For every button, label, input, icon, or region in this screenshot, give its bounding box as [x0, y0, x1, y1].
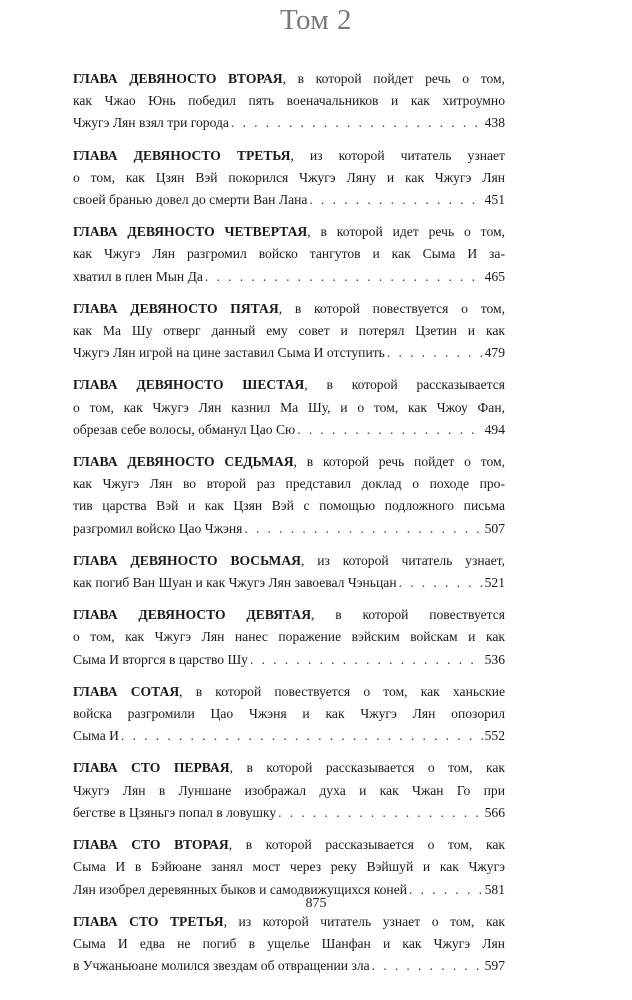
chapter-description-line: обрезав себе волосы, обманул Цао Сю [73, 421, 296, 437]
toc-entry[interactable] [73, 451, 505, 540]
chapter-heading: ГЛАВА ДЕВЯНОСТО ДЕВЯТАЯ [73, 607, 312, 623]
chapter-description-line: войска разгромили Цао Чжэня и как Чжугэ Лян опозорил [73, 706, 505, 722]
toc-entry-last-line [73, 802, 505, 824]
dot-leader [372, 955, 483, 977]
chapter-description: , из которой читатель узнает [290, 147, 505, 163]
chapter-description-line: Лян изобрел деревянных быков и самодвижущихся коней [73, 881, 408, 897]
toc-entry-first-line [73, 911, 505, 933]
chapter-heading: ГЛАВА СТО ВТОРАЯ [73, 837, 229, 853]
chapter-page-number: 438 [484, 115, 505, 131]
chapter-description-line: Чжугэ Лян игрой на цине заставил Сыма И отступить [73, 345, 385, 361]
chapter-description-line: разгромил войско Цао Чжэня [73, 520, 243, 536]
dot-leader [297, 419, 482, 441]
toc-entry-first-line [73, 834, 505, 856]
toc-entry[interactable] [73, 757, 505, 824]
toc-entry[interactable] [73, 374, 505, 441]
chapter-description-line: о том, как Чжугэ Лян нанес поражение вэйским войскам и как [73, 629, 505, 645]
chapter-description-line: о том, как Цзян Вэй покорился Чжугэ Ляну и как Чжугэ Лян [73, 169, 505, 185]
table-of-contents [73, 68, 505, 987]
toc-entry-last-line [73, 649, 505, 671]
chapter-description-line: своей бранью довел до смерти Ван Лана [73, 192, 308, 208]
chapter-page-number: 552 [484, 728, 505, 744]
chapter-page-number: 479 [484, 345, 505, 361]
toc-entry-last-line [73, 112, 505, 134]
toc-entry-first-line [73, 681, 505, 703]
dot-leader [399, 572, 483, 594]
chapter-description-line: Чжугэ Лян в Луншане изображал духа и как Чжан Го при [73, 782, 505, 798]
toc-entry[interactable] [73, 145, 505, 212]
chapter-heading: ГЛАВА ДЕВЯНОСТО ВТОРАЯ [73, 71, 283, 86]
dot-leader [205, 266, 483, 288]
toc-entry-first-line [73, 221, 505, 243]
chapter-heading: ГЛАВА ДЕВЯНОСТО ВОСЬМАЯ [73, 552, 301, 568]
chapter-description-line: хватил в плен Мын Да [73, 268, 203, 284]
chapter-page-number: 494 [484, 421, 505, 437]
chapter-description-line: бегстве в Цзяньгэ попал в ловушку [73, 804, 277, 820]
chapter-page-number: 465 [484, 268, 505, 284]
toc-entry-last-line [73, 342, 505, 364]
chapter-description-line: как Чжугэ Лян во второй раз представил доклад о походе про- [73, 476, 505, 492]
chapter-description: , в которой повествуется [311, 607, 505, 623]
page-number: 875 [305, 896, 327, 911]
chapter-description-line: как Чжао Юнь победил пять военачальников и как хитроумно [73, 93, 505, 109]
chapter-page-number: 566 [484, 804, 505, 820]
chapter-heading: ГЛАВА ДЕВЯНОСТО ПЯТАЯ [73, 300, 279, 316]
chapter-description: , в которой повествуется о том, как ханьские [179, 683, 505, 699]
toc-entry-last-line [73, 266, 505, 288]
chapter-description-line: в Учжаньюане молился звездам об отвращении зла [73, 958, 370, 974]
toc-entry-last-line [73, 419, 505, 441]
volume-title: Том 2 [279, 4, 353, 36]
toc-entry-first-line [73, 451, 505, 473]
chapter-heading: ГЛАВА ДЕВЯНОСТО СЕДЬМАЯ [73, 454, 294, 470]
chapter-description: , в которой рассказывается [304, 377, 505, 393]
dot-leader [309, 189, 482, 211]
toc-entry-last-line [73, 518, 505, 540]
chapter-description: , в которой рассказывается о том, как [229, 760, 505, 776]
toc-entry-first-line [73, 298, 505, 320]
toc-entry-first-line [73, 374, 505, 396]
toc-entry[interactable] [73, 681, 505, 748]
chapter-description-line: как погиб Ван Шуан и как Чжугэ Лян завоевал Чэньцан [73, 575, 397, 591]
chapter-description-line: Сыма И вторгся в царство Шу [73, 651, 248, 667]
chapter-heading: ГЛАВА СОТАЯ [73, 683, 180, 699]
toc-entry[interactable] [73, 68, 505, 135]
toc-entry-first-line [73, 550, 505, 572]
chapter-description-line: тив царства Вэй и как Цзян Вэй с помощью подложного письма [73, 498, 505, 514]
toc-entry[interactable] [73, 834, 505, 901]
dot-leader [121, 725, 483, 747]
toc-entry[interactable] [73, 550, 505, 594]
toc-entry-first-line [73, 757, 505, 779]
chapter-page-number: 507 [484, 520, 505, 536]
chapter-description-line: Сыма И в Бэйюане занял мост через реку Вэйшуй и как Чжугэ [73, 859, 505, 875]
chapter-heading: ГЛАВА СТО ТРЕТЬЯ [73, 913, 224, 929]
toc-entry-last-line [73, 189, 505, 211]
chapter-description-line: Сыма И едва не погиб в ущелье Шанфан и как Чжугэ Лян [73, 935, 505, 951]
chapter-page-number: 451 [484, 192, 505, 208]
chapter-description: , в которой идет речь о том, [307, 224, 505, 240]
chapter-description: , в которой повествуется о том, [278, 300, 506, 316]
chapter-description-line: Чжугэ Лян взял три города [73, 115, 229, 131]
chapter-description: , из которой читатель узнает о том, как [223, 913, 505, 929]
chapter-heading: ГЛАВА ДЕВЯНОСТО ТРЕТЬЯ [73, 147, 291, 163]
chapter-description-line: как Ма Шу отверг данный ему совет и потерял Цзетин и как [73, 323, 505, 339]
dot-leader [250, 649, 483, 671]
toc-entry[interactable] [73, 911, 505, 978]
toc-entry[interactable] [73, 221, 505, 288]
dot-leader [231, 112, 483, 134]
dot-leader [244, 518, 482, 540]
dot-leader [278, 802, 482, 824]
chapter-heading: ГЛАВА ДЕВЯНОСТО ЧЕТВЕРТАЯ [73, 224, 308, 240]
chapter-description-line: как Чжугэ Лян разгромил войско тангутов и как Сыма И за- [73, 246, 505, 262]
chapter-description-line: о том, как Чжугэ Лян казнил Ма Шу, и о том, как Чжоу Фан, [73, 399, 505, 415]
chapter-page-number: 536 [484, 651, 505, 667]
chapter-heading: ГЛАВА ДЕВЯНОСТО ШЕСТАЯ [73, 377, 305, 393]
toc-entry-first-line [73, 145, 505, 167]
toc-entry-last-line [73, 955, 505, 977]
chapter-page-number: 597 [484, 958, 505, 974]
toc-entry-first-line [73, 68, 505, 90]
toc-entry-last-line [73, 572, 505, 594]
toc-entry-first-line [73, 604, 505, 626]
dot-leader [387, 342, 483, 364]
chapter-description: , в которой речь пойдет о том, [293, 454, 506, 470]
chapter-page-number: 521 [484, 575, 505, 591]
toc-entry[interactable] [73, 604, 505, 671]
chapter-description: , в которой рассказывается о том, как [228, 837, 505, 853]
toc-entry[interactable] [73, 298, 505, 365]
chapter-description: , из которой читатель узнает, [300, 552, 505, 568]
toc-entry-last-line [73, 725, 505, 747]
chapter-description-line: Сыма И [73, 728, 119, 744]
chapter-heading: ГЛАВА СТО ПЕРВАЯ [73, 760, 230, 776]
chapter-page-number: 581 [484, 881, 505, 897]
chapter-description: , в которой пойдет речь о том, [282, 71, 505, 86]
